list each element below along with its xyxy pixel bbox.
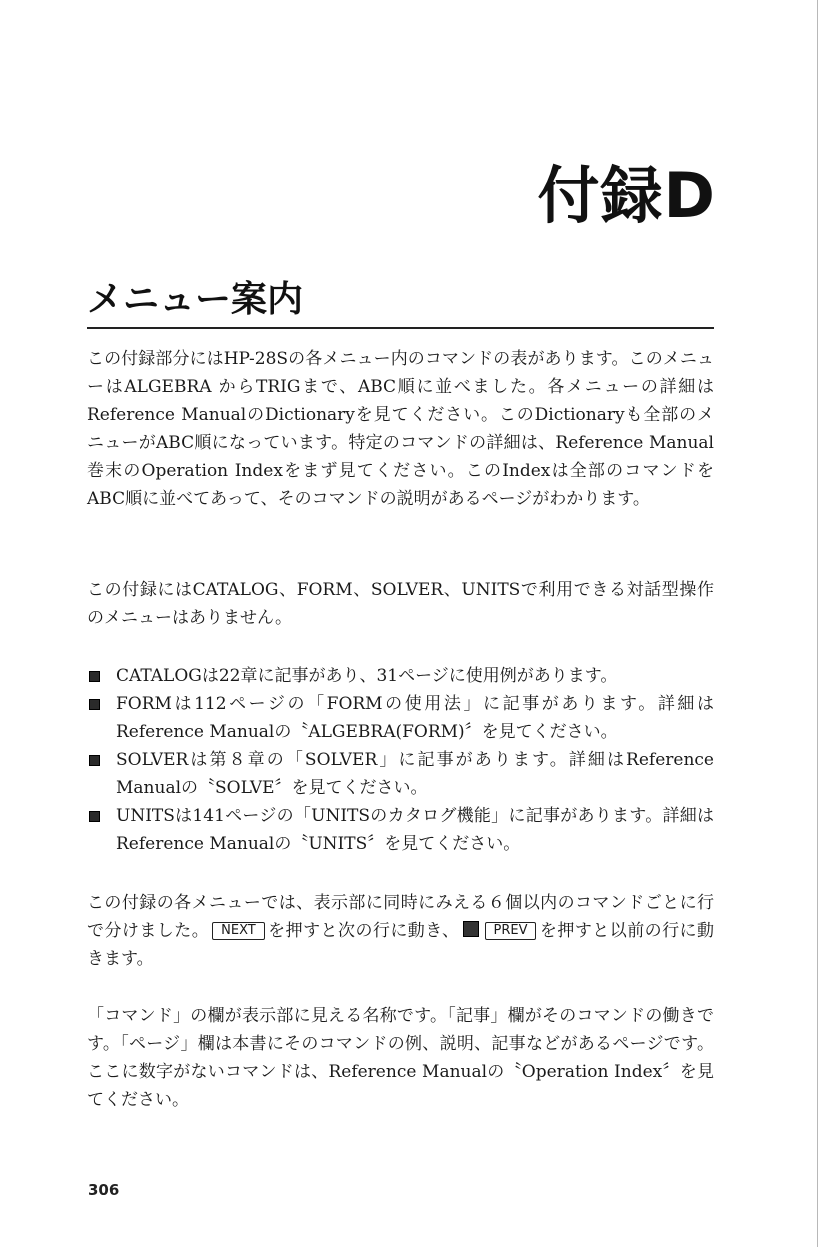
next-key-label: NEXT bbox=[212, 922, 265, 940]
columns-paragraph: 「コマンド」の欄が表示部に見える名称です。「記事」欄がそのコマンドの働きです。「ページ」欄は本書にそのコマンドの例、説明、記事などがあるページです。ここに数字がないコマンドは、Reference Manualの〝Operation Index〞を見てください。 bbox=[87, 1006, 714, 1110]
list-item bbox=[87, 746, 714, 802]
list-item bbox=[87, 802, 714, 858]
page-number: 306 bbox=[88, 1181, 120, 1199]
prev-key-label: PREV bbox=[485, 922, 537, 940]
list-item-text: CATALOGは22章に記事があり、31ページに使用例があります。 bbox=[116, 666, 618, 686]
bullet-square-icon bbox=[89, 811, 100, 822]
list-item-text: SOLVERは第８章の「SOLVER」に記事があります。詳細はReference Manualの〝SOLVE〞を見てください。 bbox=[116, 750, 714, 798]
menu-layout-paragraph bbox=[87, 889, 714, 973]
list-item bbox=[87, 690, 714, 746]
menu-layout-text-middle: を押すと次の行に動き、 bbox=[267, 921, 460, 941]
bullet-square-icon bbox=[89, 671, 100, 682]
shift-key-icon bbox=[463, 921, 479, 937]
appendix-title: 付録D bbox=[537, 159, 716, 232]
list-item bbox=[87, 662, 714, 690]
list-item-text: UNITSは141ページの「UNITSのカタログ機能」に記事があります。詳細はReference Manualの〝UNITS〞を見てください。 bbox=[116, 806, 714, 854]
list-item-text: FORMは112ページの「FORMの使用法」に記事があります。詳細はReference Manualの〝ALGEBRA(FORM)〞を見てください。 bbox=[116, 694, 714, 742]
menu-layout-text-end: を押すと以前の行に動きます。 bbox=[87, 921, 715, 969]
bullet-square-icon bbox=[89, 755, 100, 766]
no-menus-paragraph: この付録にはCATALOG、FORM、SOLVER、UNITSで利用できる対話型操作のメニューはありません。 bbox=[87, 580, 714, 628]
intro-paragraph: この付録部分にはHP-28Sの各メニュー内のコマンドの表があります。このメニューはALGEBRA からTRIGまで、ABC順に並べました。各メニューの詳細はReference ManualのDictionaryを見てください。このDictionaryも全部のメニューがABC順になっています。特定のコマンドの詳細は、Reference Manual巻末のOperation Indexをまず見てください。このIndexは全部のコマンドをABC順に並べてあって、そのコマンドの説明があるページがわかります。 bbox=[87, 349, 714, 509]
bullet-square-icon bbox=[89, 699, 100, 710]
page-edge-line bbox=[817, 0, 818, 1247]
bullet-list bbox=[87, 662, 714, 858]
section-divider bbox=[87, 327, 714, 329]
section-title: メニュー案内 bbox=[87, 279, 304, 320]
menu-layout-text-start: この付録の各メニューでは、表示部に同時にみえる６個以内のコマンドごとに行で分けました。 bbox=[87, 893, 714, 941]
